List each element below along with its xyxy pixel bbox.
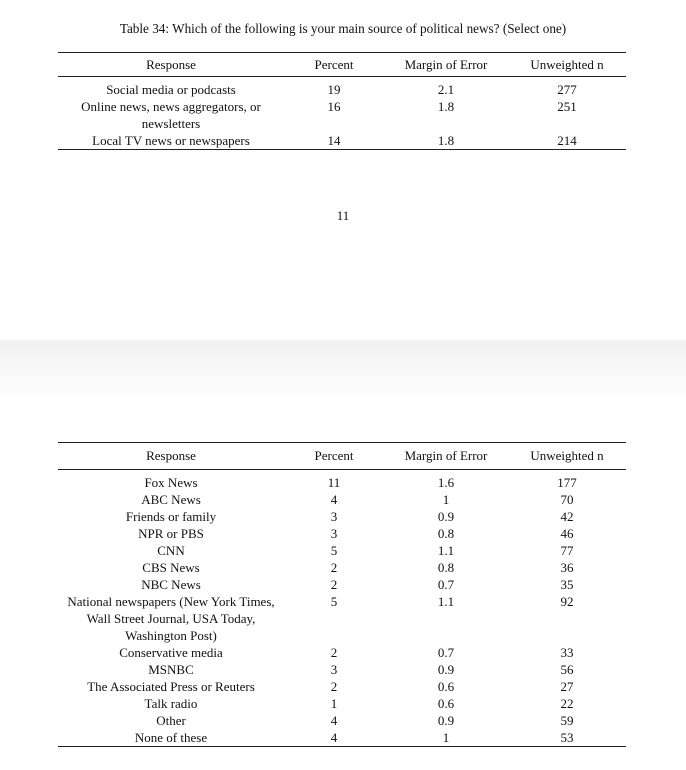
table-row bbox=[58, 98, 626, 132]
header-unweighted-n: Unweighted n bbox=[530, 448, 604, 463]
cell-percent: 4 bbox=[330, 713, 338, 728]
cell-margin-of-error: 1.1 bbox=[437, 594, 455, 609]
header-percent: Percent bbox=[314, 448, 354, 463]
cell-response: CBS News bbox=[142, 560, 200, 575]
cell-percent: 16 bbox=[327, 99, 341, 114]
table-header-row bbox=[58, 443, 626, 470]
cell-response: NBC News bbox=[141, 577, 201, 592]
cell-margin-of-error: 1.8 bbox=[437, 133, 455, 148]
cell-unweighted-n: 214 bbox=[557, 133, 577, 148]
header-percent: Percent bbox=[314, 56, 354, 72]
cell-percent: 14 bbox=[327, 133, 341, 148]
cell-margin-of-error: 0.6 bbox=[437, 696, 455, 711]
cell-unweighted-n: 92 bbox=[560, 594, 574, 609]
cell-margin-of-error: 1.6 bbox=[437, 475, 455, 490]
cell-response: Fox News bbox=[144, 475, 198, 490]
cell-unweighted-n: 56 bbox=[560, 662, 574, 677]
cell-response: Other bbox=[156, 713, 186, 728]
table-row bbox=[58, 559, 626, 576]
table-row bbox=[58, 729, 626, 747]
table-row bbox=[58, 712, 626, 729]
table-row bbox=[58, 132, 626, 150]
cell-unweighted-n: 277 bbox=[557, 82, 577, 97]
cell-unweighted-n: 36 bbox=[560, 560, 574, 575]
cell-margin-of-error: 0.8 bbox=[437, 560, 455, 575]
cell-unweighted-n: 59 bbox=[560, 713, 574, 728]
cell-percent: 2 bbox=[330, 645, 338, 660]
cell-margin-of-error: 1.8 bbox=[437, 99, 455, 114]
results-table-1 bbox=[58, 52, 626, 150]
cell-percent: 5 bbox=[330, 594, 338, 609]
cell-percent: 4 bbox=[330, 492, 338, 507]
results-table-2 bbox=[58, 442, 626, 747]
cell-response: Conservative media bbox=[119, 645, 223, 660]
cell-margin-of-error: 0.7 bbox=[437, 577, 455, 592]
table-row bbox=[58, 661, 626, 678]
cell-response: NPR or PBS bbox=[138, 526, 204, 541]
cell-response: Online news, news aggregators, or newsletters bbox=[81, 99, 261, 131]
table-row bbox=[58, 525, 626, 542]
cell-unweighted-n: 251 bbox=[557, 99, 577, 114]
document-page-1 bbox=[0, 0, 686, 340]
header-unweighted-n: Unweighted n bbox=[530, 56, 604, 72]
cell-response: Talk radio bbox=[144, 696, 198, 711]
table-row bbox=[58, 81, 626, 98]
cell-response: MSNBC bbox=[148, 662, 194, 677]
table-caption: Table 34: Which of the following is your main source of political news? (Select one) bbox=[119, 21, 567, 36]
page-separator bbox=[0, 340, 686, 402]
cell-percent: 11 bbox=[327, 475, 341, 490]
cell-percent: 3 bbox=[330, 526, 338, 541]
table-row bbox=[58, 576, 626, 593]
table-header-row bbox=[58, 53, 626, 77]
cell-response: None of these bbox=[134, 730, 208, 745]
cell-percent: 2 bbox=[330, 577, 338, 592]
table-body-1 bbox=[58, 77, 626, 150]
page-number: 11 bbox=[336, 208, 350, 223]
cell-response: Local TV news or newspapers bbox=[92, 133, 250, 148]
cell-percent: 3 bbox=[330, 662, 338, 677]
cell-unweighted-n: 27 bbox=[560, 679, 574, 694]
cell-unweighted-n: 35 bbox=[560, 577, 574, 592]
cell-margin-of-error: 0.8 bbox=[437, 526, 455, 541]
cell-unweighted-n: 33 bbox=[560, 645, 574, 660]
cell-margin-of-error: 0.9 bbox=[437, 662, 455, 677]
table-row bbox=[58, 542, 626, 559]
cell-percent: 19 bbox=[327, 82, 341, 97]
cell-margin-of-error: 0.6 bbox=[437, 679, 455, 694]
cell-percent: 1 bbox=[330, 696, 338, 711]
cell-percent: 2 bbox=[330, 560, 338, 575]
cell-unweighted-n: 42 bbox=[560, 509, 574, 524]
cell-percent: 3 bbox=[330, 509, 338, 524]
table-row bbox=[58, 474, 626, 491]
cell-percent: 5 bbox=[330, 543, 338, 558]
cell-response: Social media or podcasts bbox=[106, 82, 236, 97]
cell-response: ABC News bbox=[141, 492, 201, 507]
table-row bbox=[58, 678, 626, 695]
cell-unweighted-n: 22 bbox=[560, 696, 574, 711]
cell-margin-of-error: 0.9 bbox=[437, 713, 455, 728]
cell-unweighted-n: 53 bbox=[560, 730, 574, 745]
cell-response: CNN bbox=[157, 543, 185, 558]
table-row bbox=[58, 508, 626, 525]
cell-unweighted-n: 70 bbox=[560, 492, 574, 507]
cell-margin-of-error: 1.1 bbox=[437, 543, 455, 558]
cell-unweighted-n: 177 bbox=[557, 475, 577, 490]
header-margin-of-error: Margin of Error bbox=[404, 448, 488, 463]
table-row bbox=[58, 593, 626, 644]
cell-unweighted-n: 46 bbox=[560, 526, 574, 541]
table-row bbox=[58, 491, 626, 508]
cell-response: The Associated Press or Reuters bbox=[87, 679, 255, 694]
cell-margin-of-error: 1 bbox=[442, 730, 450, 745]
cell-margin-of-error: 1 bbox=[442, 492, 450, 507]
table-body-2 bbox=[58, 470, 626, 747]
header-response: Response bbox=[146, 56, 196, 72]
cell-response: Friends or family bbox=[125, 509, 217, 524]
cell-response: National newspapers (New York Times, Wall Street Journal, USA Today, Washington Post) bbox=[67, 594, 275, 643]
header-response: Response bbox=[146, 448, 196, 463]
cell-margin-of-error: 0.9 bbox=[437, 509, 455, 524]
cell-unweighted-n: 77 bbox=[560, 543, 574, 558]
table-row bbox=[58, 695, 626, 712]
cell-percent: 4 bbox=[330, 730, 338, 745]
table-row bbox=[58, 644, 626, 661]
cell-percent: 2 bbox=[330, 679, 338, 694]
cell-margin-of-error: 2.1 bbox=[437, 82, 455, 97]
cell-margin-of-error: 0.7 bbox=[437, 645, 455, 660]
header-margin-of-error: Margin of Error bbox=[404, 56, 488, 72]
